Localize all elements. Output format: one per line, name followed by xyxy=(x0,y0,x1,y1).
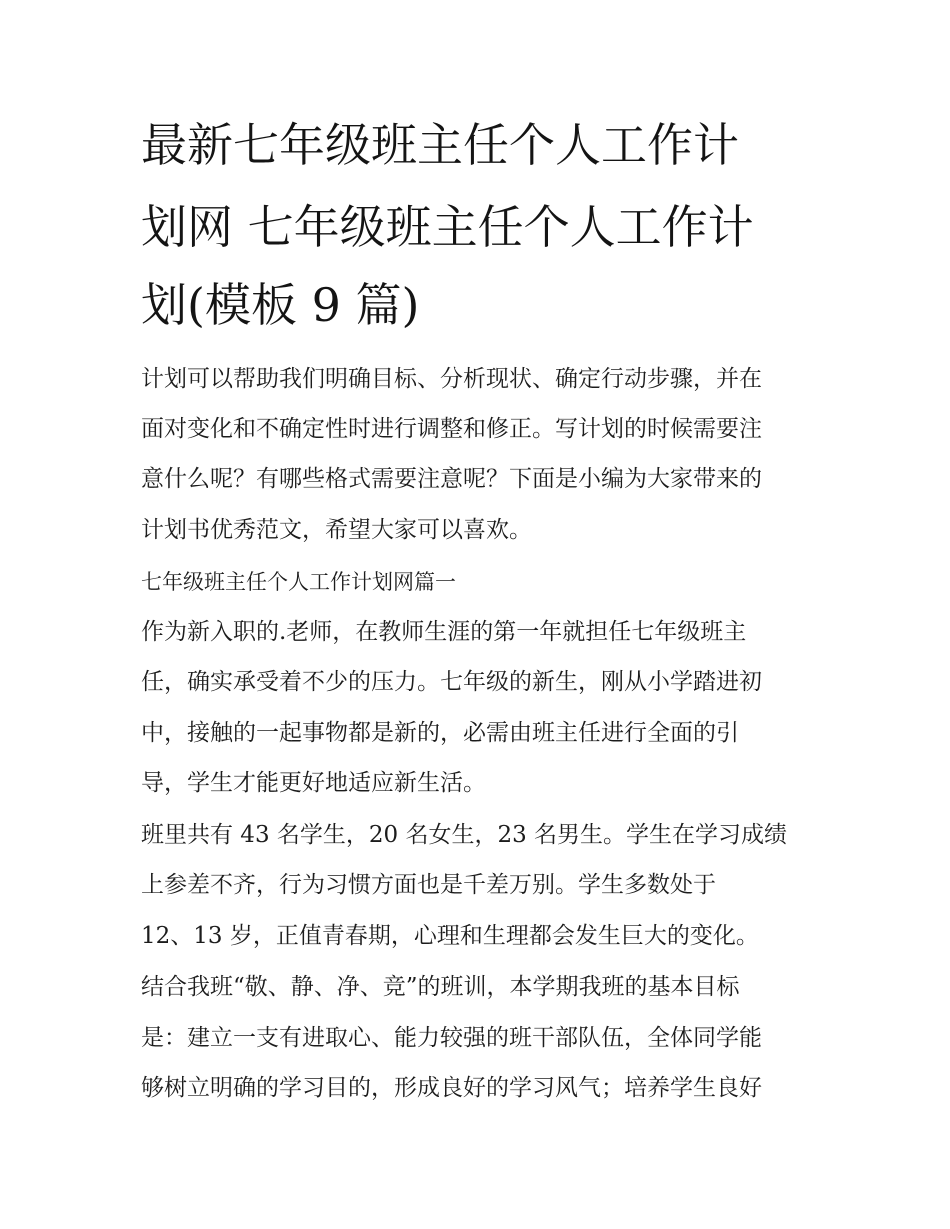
intro-line-3: 意什么呢？有哪些格式需要注意呢？下面是小编为大家带来的 xyxy=(141,466,762,492)
paragraph1-line-2: 任，确实承受着不少的压力。七年级的新生，刚从小学踏进初 xyxy=(141,669,762,695)
paragraph2-line-2: 上参差不齐，行为习惯方面也是千差万别。学生多数处于 xyxy=(141,872,716,898)
paragraph1-line-1: 作为新入职的.老师，在教师生涯的第一年就担任七年级班主 xyxy=(141,619,747,645)
paragraph2-line-1: 班里共有 43 名学生，20 名女生，23 名男生。学生在学习成绩 xyxy=(141,822,788,848)
section-heading: 七年级班主任个人工作计划网篇一 xyxy=(141,570,456,594)
paragraph1-line-3: 中，接触的一起事物都是新的，必需由班主任进行全面的引 xyxy=(141,720,739,746)
paragraph3-line-2: 是：建立一支有进取心、能力较强的班干部队伍，全体同学能 xyxy=(141,1025,762,1051)
document-title-line-2: 划网 七年级班主任个人工作计 xyxy=(141,200,754,254)
intro-line-2: 面对变化和不确定性时进行调整和修正。写计划的时候需要注 xyxy=(141,416,762,442)
intro-line-4: 计划书优秀范文，希望大家可以喜欢。 xyxy=(141,517,532,543)
paragraph3-line-1: 结合我班“敬、静、净、竞”的班训，本学期我班的基本目标 xyxy=(141,974,740,1000)
paragraph1-line-4: 导，学生才能更好地适应新生活。 xyxy=(141,770,486,796)
paragraph2-line-3: 12、13 岁，正值青春期，心理和生理都会发生巨大的变化。 xyxy=(141,923,759,949)
paragraph3-line-3: 够树立明确的学习目的，形成良好的学习风气；培养学生良好 xyxy=(141,1075,762,1101)
document-title-line-3: 划(模板 9 篇) xyxy=(141,278,420,332)
intro-line-1: 计划可以帮助我们明确目标、分析现状、确定行动步骤，并在 xyxy=(141,366,762,392)
document-title-line-1: 最新七年级班主任个人工作计 xyxy=(141,118,739,172)
